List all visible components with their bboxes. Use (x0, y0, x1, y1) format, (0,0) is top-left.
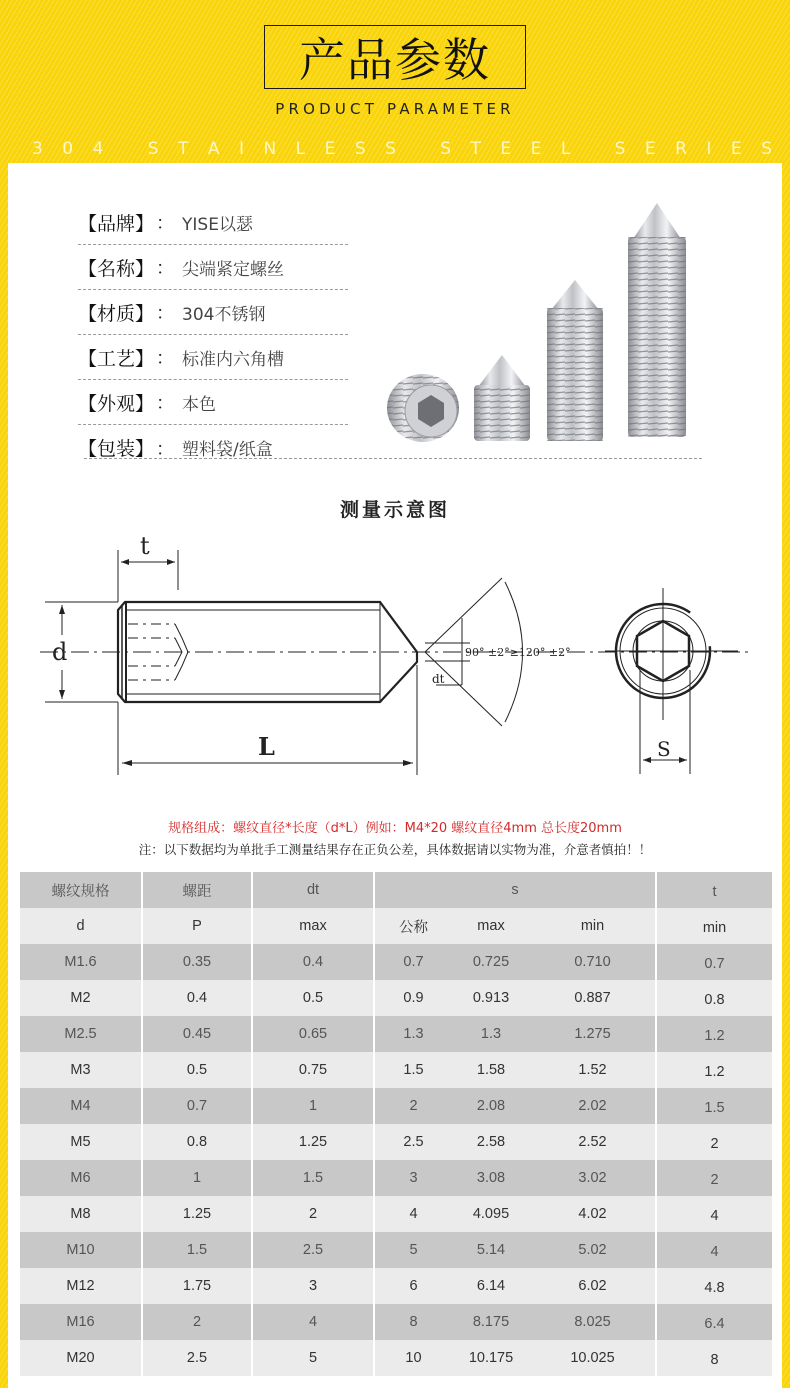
series-gap (123, 139, 128, 159)
table-cell-P: 1.5 (142, 1232, 252, 1268)
info-row-process (78, 335, 348, 380)
table-cell-dt: 0.75 (252, 1052, 374, 1088)
table-cell-s-nom: 2 (374, 1088, 452, 1124)
series-letter: E (730, 139, 742, 159)
table-cell-s-max: 1.58 (452, 1052, 530, 1088)
info-value: 塑料袋/纸盒 (182, 440, 273, 460)
divider (84, 458, 702, 459)
label-dt: dt (432, 672, 445, 686)
table-cell-d: M6 (20, 1160, 142, 1196)
table-cell-dt: 1.5 (252, 1160, 374, 1196)
table-cell-s-min: 1.52 (530, 1052, 656, 1088)
table-cell-d: M5 (20, 1124, 142, 1160)
info-row-brand (78, 200, 348, 245)
table-cell-s-min: 3.02 (530, 1160, 656, 1196)
info-row-packaging (78, 425, 348, 470)
table-cell-s-nom: 10 (374, 1340, 452, 1376)
series-letter: E (500, 139, 512, 159)
th-dt-max: max (252, 908, 374, 944)
table-cell-s-min: 10.025 (530, 1340, 656, 1376)
table-cell-dt: 4 (252, 1304, 374, 1340)
table-cell-P: 0.8 (142, 1124, 252, 1160)
table-cell-P: 0.35 (142, 944, 252, 980)
table-row (20, 1340, 772, 1376)
series-letter: A (207, 139, 220, 159)
label-t: t (140, 532, 150, 560)
table-cell-s-nom: 1.3 (374, 1016, 452, 1052)
table-cell-s-nom: 4 (374, 1196, 452, 1232)
table-cell-s-nom: 0.9 (374, 980, 452, 1016)
screw-3 (547, 280, 603, 441)
table-cell-t: 4.8 (656, 1268, 772, 1304)
table-cell-t: 6.4 (656, 1304, 772, 1340)
info-value: 尖端紧定螺丝 (182, 259, 285, 280)
title-box (264, 25, 526, 89)
series-banner (32, 139, 772, 159)
info-sep: ： (156, 213, 175, 234)
table-cell-dt: 1 (252, 1088, 374, 1124)
table-cell-s-max: 0.725 (452, 944, 530, 980)
series-letter: S (614, 139, 626, 159)
table-cell-s-nom: 6 (374, 1268, 452, 1304)
table-cell-s-min: 4.02 (530, 1196, 656, 1232)
table-header-row-2 (20, 908, 772, 944)
table-cell-s-max: 2.58 (452, 1124, 530, 1160)
info-key: 【工艺】 (78, 347, 155, 370)
series-letter: E (530, 139, 542, 159)
table-cell-P: 1.75 (142, 1268, 252, 1304)
diagram-title: 测量示意图 (339, 499, 450, 521)
table-cell-t: 4 (656, 1196, 772, 1232)
th-thread-spec: 螺纹规格 (20, 872, 142, 908)
table-cell-t: 2 (656, 1160, 772, 1196)
page-title: 产品参数 (299, 33, 491, 87)
table-cell-s-max: 0.913 (452, 980, 530, 1016)
th-s-max: max (452, 908, 530, 944)
table-cell-s-max: 6.14 (452, 1268, 530, 1304)
series-letter: E (644, 139, 656, 159)
table-row (20, 1052, 772, 1088)
info-sep: ： (156, 258, 175, 279)
table-cell-s-min: 2.52 (530, 1124, 656, 1160)
table-cell-d: M20 (20, 1340, 142, 1376)
info-value: YISE以瑟 (182, 214, 253, 235)
table-cell-dt: 0.4 (252, 944, 374, 980)
info-sep: ： (156, 438, 175, 460)
table-cell-s-max: 1.3 (452, 1016, 530, 1052)
disclaimer-note: 注：以下数据均为单批手工测量结果存在正负公差，具体数据请以实物为准，介意者慎拍！！ (138, 842, 652, 857)
table-cell-P: 2.5 (142, 1340, 252, 1376)
measurement-diagram (30, 530, 760, 790)
info-key: 【外观】 (78, 392, 155, 415)
table-cell-d: M2 (20, 980, 142, 1016)
series-letter: 0 (62, 139, 74, 159)
table-cell-s-max: 3.08 (452, 1160, 530, 1196)
label-s: S (657, 737, 671, 761)
table-cell-dt: 2 (252, 1196, 374, 1232)
table-cell-s-min: 1.275 (530, 1016, 656, 1052)
table-row (20, 1160, 772, 1196)
series-letter: S (354, 139, 366, 159)
series-letter: S (385, 139, 396, 159)
table-cell-dt: 0.65 (252, 1016, 374, 1052)
table-cell-dt: 2.5 (252, 1232, 374, 1268)
table-cell-P: 0.4 (142, 980, 252, 1016)
series-letter: 3 (32, 139, 43, 159)
table-cell-s-min: 5.02 (530, 1232, 656, 1268)
table-cell-P: 0.7 (142, 1088, 252, 1124)
info-sep: ： (156, 348, 175, 369)
th-s: s (374, 872, 656, 908)
series-letter: E (324, 139, 336, 159)
product-photo (375, 195, 705, 450)
page-subtitle: PRODUCT PARAMETER (275, 100, 515, 118)
table-cell-dt: 3 (252, 1268, 374, 1304)
screw-2 (474, 355, 530, 441)
table-row (20, 1016, 772, 1052)
table-cell-t: 1.2 (656, 1016, 772, 1052)
table-cell-d: M12 (20, 1268, 142, 1304)
table-body (20, 944, 772, 1376)
th-pitch: 螺距 (142, 872, 252, 908)
header-banner (0, 0, 790, 165)
table-cell-d: M8 (20, 1196, 142, 1232)
info-value: 标准内六角槽 (182, 349, 285, 370)
series-letter: N (263, 139, 277, 159)
label-d: d (52, 638, 68, 666)
table-cell-dt: 0.5 (252, 980, 374, 1016)
spec-table (20, 872, 772, 1376)
table-cell-P: 1 (142, 1160, 252, 1196)
table-row (20, 1268, 772, 1304)
table-cell-s-min: 2.02 (530, 1088, 656, 1124)
table-cell-s-nom: 3 (374, 1160, 452, 1196)
table-row (20, 1196, 772, 1232)
table-row (20, 1304, 772, 1340)
info-row-appearance (78, 380, 348, 425)
series-letter: I (706, 139, 712, 159)
table-cell-d: M3 (20, 1052, 142, 1088)
series-letter: L (560, 139, 571, 159)
table-header-row-1 (20, 872, 772, 908)
series-letter: L (295, 139, 306, 159)
label-L: L (258, 732, 275, 761)
table-cell-t: 4 (656, 1232, 772, 1268)
series-letter: S (761, 139, 772, 159)
info-row-material (78, 290, 348, 335)
info-sep: ： (156, 303, 175, 324)
info-key: 【品牌】 (78, 212, 155, 235)
label-angle: 90° ±2°≥120° ±2° (465, 646, 571, 659)
table-cell-s-max: 10.175 (452, 1340, 530, 1376)
table-cell-P: 1.25 (142, 1196, 252, 1232)
product-info-list (78, 200, 348, 470)
table-cell-t: 8 (656, 1340, 772, 1376)
table-row (20, 944, 772, 980)
table-cell-s-nom: 5 (374, 1232, 452, 1268)
table-cell-s-min: 8.025 (530, 1304, 656, 1340)
table-cell-s-nom: 0.7 (374, 944, 452, 980)
info-key: 【名称】 (78, 257, 155, 280)
table-cell-s-nom: 2.5 (374, 1124, 452, 1160)
series-letter: T (470, 139, 481, 159)
table-cell-t: 1.2 (656, 1052, 772, 1088)
info-value: 304不锈钢 (182, 304, 266, 325)
table-row (20, 1088, 772, 1124)
table-cell-s-nom: 1.5 (374, 1052, 452, 1088)
table-cell-t: 0.7 (656, 944, 772, 980)
info-key: 【包装】 (78, 438, 155, 460)
table-cell-d: M10 (20, 1232, 142, 1268)
th-d: d (20, 908, 142, 944)
table-cell-d: M4 (20, 1088, 142, 1124)
th-s-min: min (530, 908, 656, 944)
info-key: 【材质】 (78, 302, 155, 325)
th-dt: dt (252, 872, 374, 908)
table-cell-d: M16 (20, 1304, 142, 1340)
table-cell-t: 0.8 (656, 980, 772, 1016)
series-letter: S (440, 139, 452, 159)
table-cell-dt: 1.25 (252, 1124, 374, 1160)
th-t-min: min (656, 908, 772, 944)
table-cell-P: 0.45 (142, 1016, 252, 1052)
series-gap (415, 139, 420, 159)
th-P: P (142, 908, 252, 944)
table-cell-P: 2 (142, 1304, 252, 1340)
table-cell-t: 1.5 (656, 1088, 772, 1124)
series-letter: S (147, 139, 159, 159)
th-t: t (656, 872, 772, 908)
table-cell-s-max: 2.08 (452, 1088, 530, 1124)
series-letter: I (239, 139, 245, 159)
table-cell-s-max: 8.175 (452, 1304, 530, 1340)
table-cell-s-min: 0.710 (530, 944, 656, 980)
series-letter: R (675, 139, 687, 159)
series-letter: 4 (92, 139, 104, 159)
screw-1 (387, 374, 459, 442)
info-sep: ： (156, 393, 175, 414)
table-cell-s-min: 0.887 (530, 980, 656, 1016)
table-cell-d: M1.6 (20, 944, 142, 980)
info-row-name (78, 245, 348, 290)
series-letter: T (178, 139, 189, 159)
info-value: 本色 (182, 394, 217, 415)
table-cell-d: M2.5 (20, 1016, 142, 1052)
spec-format-note: 规格组成：螺纹直径*长度（d*L）例如：M4*20 螺纹直径4mm 总长度20mm (168, 821, 622, 836)
table-cell-t: 2 (656, 1124, 772, 1160)
table-cell-s-nom: 8 (374, 1304, 452, 1340)
table-row (20, 1232, 772, 1268)
table-row (20, 980, 772, 1016)
table-cell-s-min: 6.02 (530, 1268, 656, 1304)
table-row (20, 1124, 772, 1160)
th-s-nominal: 公称 (374, 908, 452, 944)
table-cell-P: 0.5 (142, 1052, 252, 1088)
table-cell-s-max: 4.095 (452, 1196, 530, 1232)
series-gap (590, 139, 595, 159)
table-cell-dt: 5 (252, 1340, 374, 1376)
table-cell-s-max: 5.14 (452, 1232, 530, 1268)
screw-4 (628, 203, 686, 437)
